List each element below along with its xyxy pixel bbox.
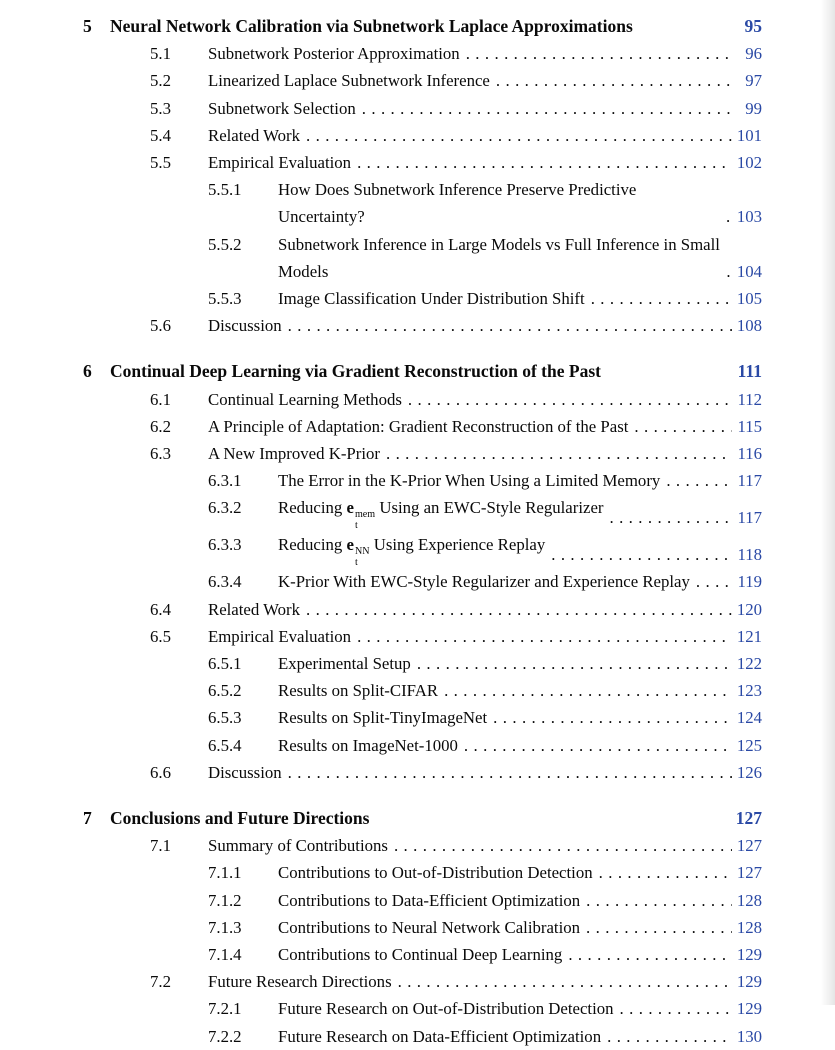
- dot-leader: [720, 258, 732, 285]
- toc-entry: [83, 467, 762, 494]
- toc-entry: [83, 941, 762, 968]
- entry-title: Empirical Evaluation: [208, 626, 352, 646]
- toc-entry: [83, 596, 762, 623]
- dot-leader: [562, 941, 732, 968]
- dot-leader: [580, 914, 732, 941]
- entry-page-link[interactable]: 97: [745, 71, 762, 91]
- math-symbol-e: e: [346, 535, 354, 555]
- entry-number: 6.6: [150, 762, 171, 782]
- dot-leader: [593, 859, 732, 886]
- toc-entry: [83, 67, 762, 94]
- toc-entry: [83, 176, 762, 230]
- entry-number: 6.3.2: [208, 498, 242, 518]
- dot-leader: [601, 1023, 732, 1050]
- dot-leader: [438, 677, 732, 704]
- entry-title: Results on Split-TinyImageNet: [278, 708, 488, 728]
- chapter-number: 7: [83, 808, 92, 829]
- entry-title: Contributions to Neural Network Calibration: [278, 917, 581, 937]
- entry-number: 5.2: [150, 71, 171, 91]
- toc-entry: [83, 531, 762, 568]
- entry-title: Reducing e mem t Using an EWC-Style Regularizer: [278, 498, 604, 531]
- toc-entry: [83, 704, 762, 731]
- entry-title: Empirical Evaluation: [208, 153, 352, 173]
- entry-number: 7.1: [150, 836, 171, 856]
- entry-number: 6.1: [150, 389, 171, 409]
- entry-page-link[interactable]: 104: [736, 261, 762, 281]
- entry-page-link[interactable]: 129: [736, 972, 762, 992]
- toc-entry: [83, 914, 762, 941]
- toc-list: [83, 13, 762, 1050]
- superscript-label: NN: [354, 546, 370, 558]
- entry-page-link[interactable]: 118: [737, 545, 762, 565]
- entry-number: 6.3: [150, 444, 171, 464]
- subscript-label: t: [354, 556, 358, 568]
- dot-leader: [458, 732, 732, 759]
- sup-sub-scripts: [354, 510, 375, 531]
- entry-number: 7.2: [150, 972, 171, 992]
- toc-entry: [83, 312, 762, 339]
- dot-leader: [460, 40, 732, 67]
- dot-leader: [690, 568, 732, 595]
- chapter-title: Continual Deep Learning via Gradient Reconstruction of the Past: [110, 361, 601, 382]
- toc-entry: [83, 995, 762, 1022]
- toc-entry: [83, 440, 762, 467]
- toc-entry: [83, 568, 762, 595]
- entry-title: Contributions to Out-of-Distribution Detection: [278, 863, 593, 883]
- subscript-label: t: [354, 519, 358, 531]
- entry-number: 7.1.2: [208, 890, 242, 910]
- entry-number: 5.4: [150, 125, 171, 145]
- entry-page-link[interactable]: 129: [736, 945, 762, 965]
- entry-title: Discussion: [208, 316, 282, 336]
- chapter-page-link[interactable]: 127: [735, 808, 762, 829]
- dot-leader: [392, 968, 732, 995]
- entry-number: 7.2.2: [208, 1026, 242, 1046]
- toc-entry: [83, 231, 762, 285]
- dot-leader: [351, 149, 732, 176]
- toc-entry: [83, 149, 762, 176]
- entry-page-link[interactable]: 116: [737, 444, 762, 464]
- entry-title: Subnetwork Posterior Approximation: [208, 44, 460, 64]
- entry-number: 5.1: [150, 44, 171, 64]
- entry-title: A Principle of Adaptation: Gradient Reconstruction of the Past: [208, 416, 629, 436]
- chapter-title: Neural Network Calibration via Subnetwork Laplace Approximations: [110, 16, 633, 36]
- entry-number: 6.5.4: [208, 735, 242, 755]
- chapter-title: Conclusions and Future Directions: [110, 808, 370, 829]
- toc-entry: [83, 887, 762, 914]
- entry-number: 6.4: [150, 599, 171, 619]
- entry-page-link[interactable]: 120: [736, 599, 762, 619]
- chapter-page-link[interactable]: 95: [744, 16, 762, 36]
- toc-entry: [83, 759, 762, 786]
- toc-entry: [83, 859, 762, 886]
- toc-entry: [83, 623, 762, 650]
- toc-entry: [83, 386, 762, 413]
- entry-page-link[interactable]: 121: [736, 626, 762, 646]
- entry-page-link[interactable]: 108: [736, 316, 762, 336]
- entry-number: 6.5.3: [208, 708, 242, 728]
- entry-page-link[interactable]: 123: [736, 681, 762, 701]
- toc-entry: [83, 413, 762, 440]
- entry-number: 6.5.1: [208, 654, 242, 674]
- entry-number: 7.1.1: [208, 863, 242, 883]
- toc-entry: [83, 40, 762, 67]
- toc-entry: [83, 677, 762, 704]
- entry-page-link[interactable]: 129: [736, 999, 762, 1019]
- entry-title: How Does Subnetwork Inference Preserve Predictive Uncertainty?: [278, 180, 637, 227]
- dot-leader: [282, 759, 732, 786]
- entry-number: 5.6: [150, 316, 171, 336]
- entry-page-link[interactable]: 119: [737, 572, 762, 592]
- dot-leader: [580, 887, 732, 914]
- entry-page-link[interactable]: 127: [736, 863, 762, 883]
- entry-page-link[interactable]: 125: [736, 735, 762, 755]
- entry-number: 5.5.1: [208, 180, 242, 200]
- entry-title: Results on Split-CIFAR: [278, 681, 439, 701]
- dot-leader: [402, 386, 732, 413]
- entry-title: Contributions to Continual Deep Learning: [278, 945, 563, 965]
- entry-title: Subnetwork Selection: [208, 98, 356, 118]
- entry-title: Image Classification Under Distribution Shift: [278, 289, 585, 309]
- dot-leader: [603, 504, 732, 531]
- toc-chapter-heading: [83, 13, 762, 40]
- entry-page-link[interactable]: 99: [745, 98, 762, 118]
- toc-entry: [83, 494, 762, 531]
- chapter-page-link[interactable]: 111: [737, 361, 762, 382]
- entry-page-link[interactable]: 117: [737, 471, 762, 491]
- entry-title: Reducing e NN t Using Experience Replay: [278, 535, 546, 568]
- entry-number: 5.5.3: [208, 289, 242, 309]
- entry-title: Continual Learning Methods: [208, 389, 402, 409]
- entry-number: 6.3.1: [208, 471, 242, 491]
- entry-title: Future Research on Out-of-Distribution Detection: [278, 999, 614, 1019]
- entry-title: Future Research Directions: [208, 972, 392, 992]
- entry-page-link[interactable]: 96: [745, 44, 762, 64]
- sup-sub-scripts: [354, 547, 370, 568]
- chapter-number: 5: [83, 16, 92, 36]
- entry-number: 5.5.2: [208, 234, 242, 254]
- dot-leader: [545, 541, 732, 568]
- entry-page-link[interactable]: 117: [737, 508, 762, 528]
- dot-leader: [380, 440, 732, 467]
- superscript-label: mem: [354, 509, 376, 521]
- toc-chapter-heading: [83, 805, 762, 832]
- entry-title: Subnetwork Inference in Large Models vs Full Inference in Small Models: [278, 234, 720, 281]
- toc-entry: [83, 832, 762, 859]
- dot-leader: [300, 122, 732, 149]
- entry-page-link[interactable]: 103: [736, 207, 762, 227]
- dot-leader: [300, 596, 732, 623]
- dot-leader: [490, 67, 732, 94]
- toc-entry: [83, 968, 762, 995]
- toc-entry: [83, 285, 762, 312]
- dot-leader: [356, 95, 732, 122]
- toc-chapter-heading: [83, 358, 762, 385]
- dot-leader: [388, 832, 732, 859]
- entry-title: K-Prior With EWC-Style Regularizer and Experience Replay: [278, 572, 690, 592]
- entry-title: Related Work: [208, 599, 301, 619]
- dot-leader: [282, 312, 732, 339]
- dot-leader: [628, 413, 732, 440]
- entry-title: Discussion: [208, 762, 282, 782]
- entry-page-link[interactable]: 122: [736, 654, 762, 674]
- entry-page-link[interactable]: 128: [736, 890, 762, 910]
- entry-number: 7.1.3: [208, 917, 242, 937]
- entry-title: Future Research on Data-Efficient Optimization: [278, 1026, 602, 1046]
- entry-page-link[interactable]: 126: [736, 762, 762, 782]
- dot-leader: [585, 285, 732, 312]
- math-symbol-e: e: [346, 498, 354, 518]
- entry-page-link[interactable]: 128: [736, 917, 762, 937]
- entry-title: Summary of Contributions: [208, 836, 388, 856]
- entry-page-link[interactable]: 127: [736, 836, 762, 856]
- dot-leader: [660, 467, 732, 494]
- entry-number: 5.5: [150, 153, 171, 173]
- entry-page-link[interactable]: 130: [736, 1026, 762, 1046]
- dot-leader: [720, 203, 732, 230]
- entry-page-link[interactable]: 101: [736, 125, 762, 145]
- entry-number: 6.3.3: [208, 535, 242, 555]
- entry-title: Results on ImageNet-1000: [278, 735, 458, 755]
- dot-leader: [614, 995, 732, 1022]
- entry-page-link[interactable]: 102: [736, 153, 762, 173]
- toc-entry: [83, 1023, 762, 1050]
- entry-page-link[interactable]: 112: [737, 389, 762, 409]
- entry-title: Contributions to Data-Efficient Optimization: [278, 890, 581, 910]
- dot-leader: [487, 704, 732, 731]
- entry-title: The Error in the K-Prior When Using a Limited Memory: [278, 471, 661, 491]
- dot-leader: [411, 650, 732, 677]
- toc-entry: [83, 732, 762, 759]
- entry-page-link[interactable]: 105: [736, 289, 762, 309]
- entry-number: 6.2: [150, 416, 171, 436]
- entry-title: A New Improved K-Prior: [208, 444, 380, 464]
- entry-number: 5.3: [150, 98, 171, 118]
- chapter-number: 6: [83, 361, 92, 382]
- entry-title: Linearized Laplace Subnetwork Inference: [208, 71, 490, 91]
- entry-number: 6.5.2: [208, 681, 242, 701]
- entry-title: Related Work: [208, 125, 301, 145]
- toc-entry: [83, 95, 762, 122]
- entry-number: 6.5: [150, 626, 171, 646]
- entry-title: Experimental Setup: [278, 654, 411, 674]
- entry-number: 7.1.4: [208, 945, 242, 965]
- entry-number: 6.3.4: [208, 572, 242, 592]
- toc-entry: [83, 122, 762, 149]
- entry-page-link[interactable]: 115: [737, 416, 762, 436]
- dot-leader: [351, 623, 732, 650]
- entry-number: 7.2.1: [208, 999, 242, 1019]
- toc-entry: [83, 650, 762, 677]
- entry-page-link[interactable]: 124: [736, 708, 762, 728]
